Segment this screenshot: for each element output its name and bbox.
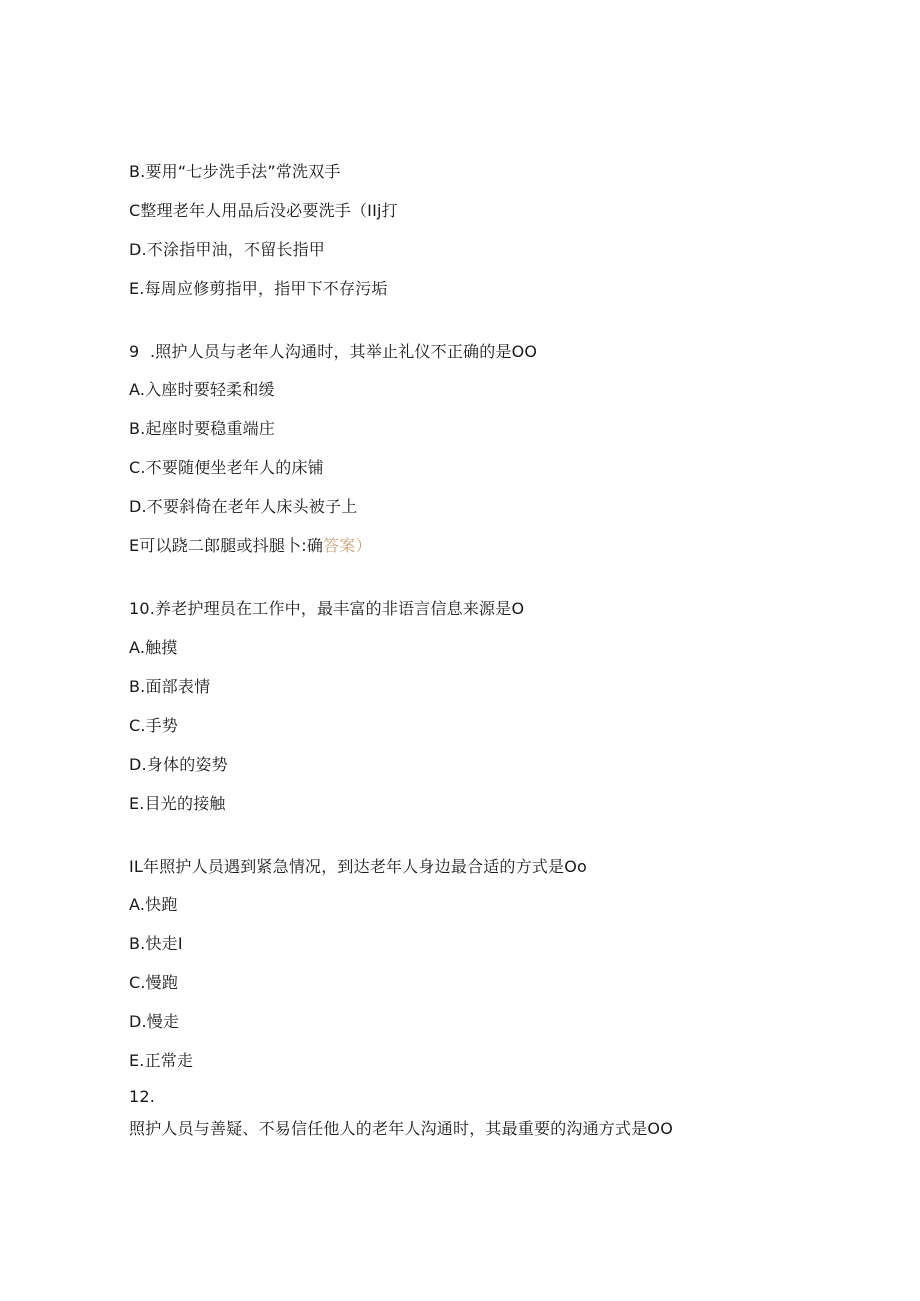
answer-mark: 答案） bbox=[323, 536, 372, 555]
question-11-option-e: E.正常走 bbox=[129, 1051, 194, 1070]
question-11-option-b: B.快走I bbox=[129, 934, 183, 953]
question-11-stem: IL年照护人员遇到紧急情况，到达老年人身边最合适的方式是Oo bbox=[129, 857, 588, 876]
question-11-option-a: A.快跑 bbox=[129, 895, 178, 914]
question-9-stem: 9 .照护人员与老年人沟通时，其举止礼仪不正确的是OO bbox=[129, 342, 538, 361]
question-11-option-d: D.慢走 bbox=[129, 1012, 180, 1031]
question-12-number: 12. bbox=[129, 1087, 156, 1106]
question-12-stem: 照护人员与善疑、不易信任他人的老年人沟通时，其最重要的沟通方式是OO bbox=[129, 1119, 673, 1138]
question-10-stem: 10.养老护理员在工作中，最丰富的非语言信息来源是O bbox=[129, 599, 525, 618]
prev-option-e: E.每周应修剪指甲，指甲下不存污垢 bbox=[129, 279, 388, 298]
prev-option-d: D.不涂指甲油，不留长指甲 bbox=[129, 240, 326, 259]
question-10-option-e: E.目光的接触 bbox=[129, 794, 226, 813]
question-9-option-e-text: E可以跷二郎腿或抖腿卜:确 bbox=[129, 536, 324, 555]
prev-option-c: C整理老年人用品后没必要洗手（IIj打 bbox=[129, 201, 398, 220]
question-9-option-d: D.不要斜倚在老年人床头被子上 bbox=[129, 497, 358, 516]
question-11-option-c: C.慢跑 bbox=[129, 973, 179, 992]
question-9-option-e bbox=[129, 536, 372, 556]
question-10-option-d: D.身体的姿势 bbox=[129, 755, 228, 774]
prev-option-b: B.要用“七步洗手法”常洗双手 bbox=[129, 162, 341, 181]
question-10-option-c: C.手势 bbox=[129, 716, 179, 735]
question-9-option-a: A.入座时要轻柔和缓 bbox=[129, 380, 275, 399]
question-9-option-c: C.不要随便坐老年人的床铺 bbox=[129, 458, 324, 477]
question-9-option-b: B.起座时要稳重端庄 bbox=[129, 419, 276, 438]
question-10-option-b: B.面部表情 bbox=[129, 677, 211, 696]
question-10-option-a: A.触摸 bbox=[129, 638, 178, 657]
